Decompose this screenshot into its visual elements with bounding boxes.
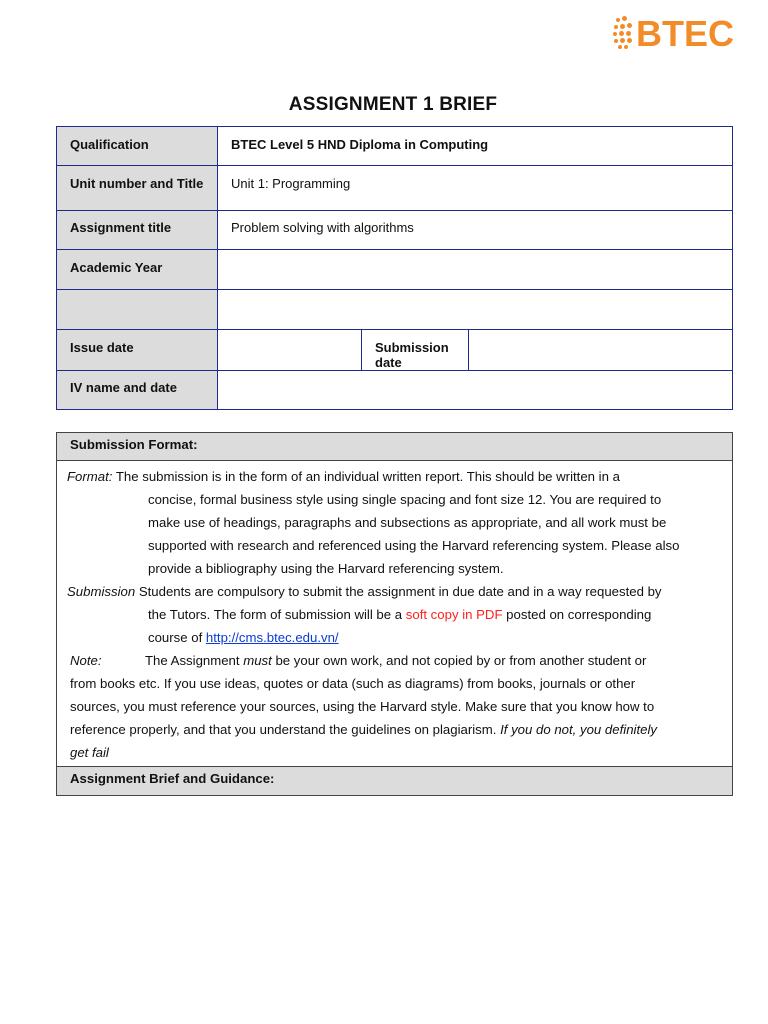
format-line-4: supported with research and referenced using the Harvard referencing system. Please also [148, 538, 680, 553]
iv-value [218, 371, 733, 410]
note-line-3: sources, you must reference your sources, using the Harvard style. Make sure that you know how to [70, 699, 655, 714]
soft-copy-text: soft copy in PDF [405, 607, 503, 622]
table-row [57, 290, 733, 330]
note-text-4: reference properly, and that you understand the guidelines on plagiarism. [70, 722, 501, 737]
format-text-1: The submission is in the form of an individual written report. This should be written in a [112, 469, 620, 484]
academic-year-value [218, 250, 733, 290]
submission-text-2a: the Tutors. The form of submission will be a [148, 607, 406, 622]
note-text-1b: be your own work, and not copied by or from another student or [271, 653, 647, 668]
submission-date-value [469, 330, 733, 371]
submission-format-heading: Submission Format: [57, 433, 732, 461]
note-line-5 [70, 741, 718, 764]
submission-format-body [57, 461, 732, 767]
qualification-label: Qualification [57, 127, 218, 166]
note-warning-2: get fail [70, 745, 109, 760]
submission-text-1: Students are compulsory to submit the assignment in due date and in a way requested by [135, 584, 662, 599]
table-row [57, 211, 733, 250]
guidance-heading: Assignment Brief and Guidance: [57, 766, 732, 795]
btec-logo [612, 12, 752, 52]
assignment-title-value: Problem solving with algorithms [218, 211, 733, 250]
academic-year-label: Academic Year [57, 250, 218, 290]
submission-line-2 [148, 603, 718, 626]
format-label: Format: [67, 469, 113, 484]
table-row [57, 330, 733, 371]
submission-date-label: Submission date [362, 330, 469, 371]
submission-text-2b: posted on corresponding [502, 607, 652, 622]
format-line-3: make use of headings, paragraphs and subsections as appropriate, and all work must be [148, 515, 667, 530]
note-line-2: from books etc. If you use ideas, quotes or data (such as diagrams) from books, journals or other [70, 676, 636, 691]
submission-line-1 [67, 580, 718, 603]
table-row [57, 127, 733, 166]
iv-label: IV name and date [57, 371, 218, 410]
submission-text-3: course of [148, 630, 206, 645]
note-line-4 [70, 718, 718, 741]
note-line-1 [70, 649, 718, 672]
format-line-1 [67, 465, 718, 488]
submission-format-box [56, 432, 733, 796]
qualification-value: BTEC Level 5 HND Diploma in Computing [218, 127, 733, 166]
note-text-1a: The Assignment [145, 653, 244, 668]
format-line-2: concise, formal business style using single spacing and font size 12. You are required to [148, 492, 662, 507]
issue-date-label: Issue date [57, 330, 218, 371]
unit-label: Unit number and Title [57, 166, 218, 211]
assignment-info-table [56, 126, 733, 410]
table-row [57, 371, 733, 410]
note-label: Note: [70, 653, 102, 668]
issue-date-value [218, 330, 362, 371]
blank-label [57, 290, 218, 330]
table-row [57, 250, 733, 290]
note-must: must [243, 653, 272, 668]
note-warning-1: If you do not, you definitely [500, 722, 657, 737]
unit-value: Unit 1: Programming [218, 166, 733, 211]
submission-label: Submission [67, 584, 136, 599]
format-line-5: provide a bibliography using the Harvard referencing system. [148, 561, 504, 576]
logo-dots-icon [612, 16, 638, 50]
logo-text: BTEC [636, 13, 734, 54]
table-row [57, 166, 733, 211]
submission-line-3 [148, 626, 718, 649]
blank-value [218, 290, 733, 330]
cms-link[interactable]: http://cms.btec.edu.vn/ [205, 630, 339, 645]
page-title: ASSIGNMENT 1 BRIEF [288, 94, 498, 115]
assignment-title-label: Assignment title [57, 211, 218, 250]
